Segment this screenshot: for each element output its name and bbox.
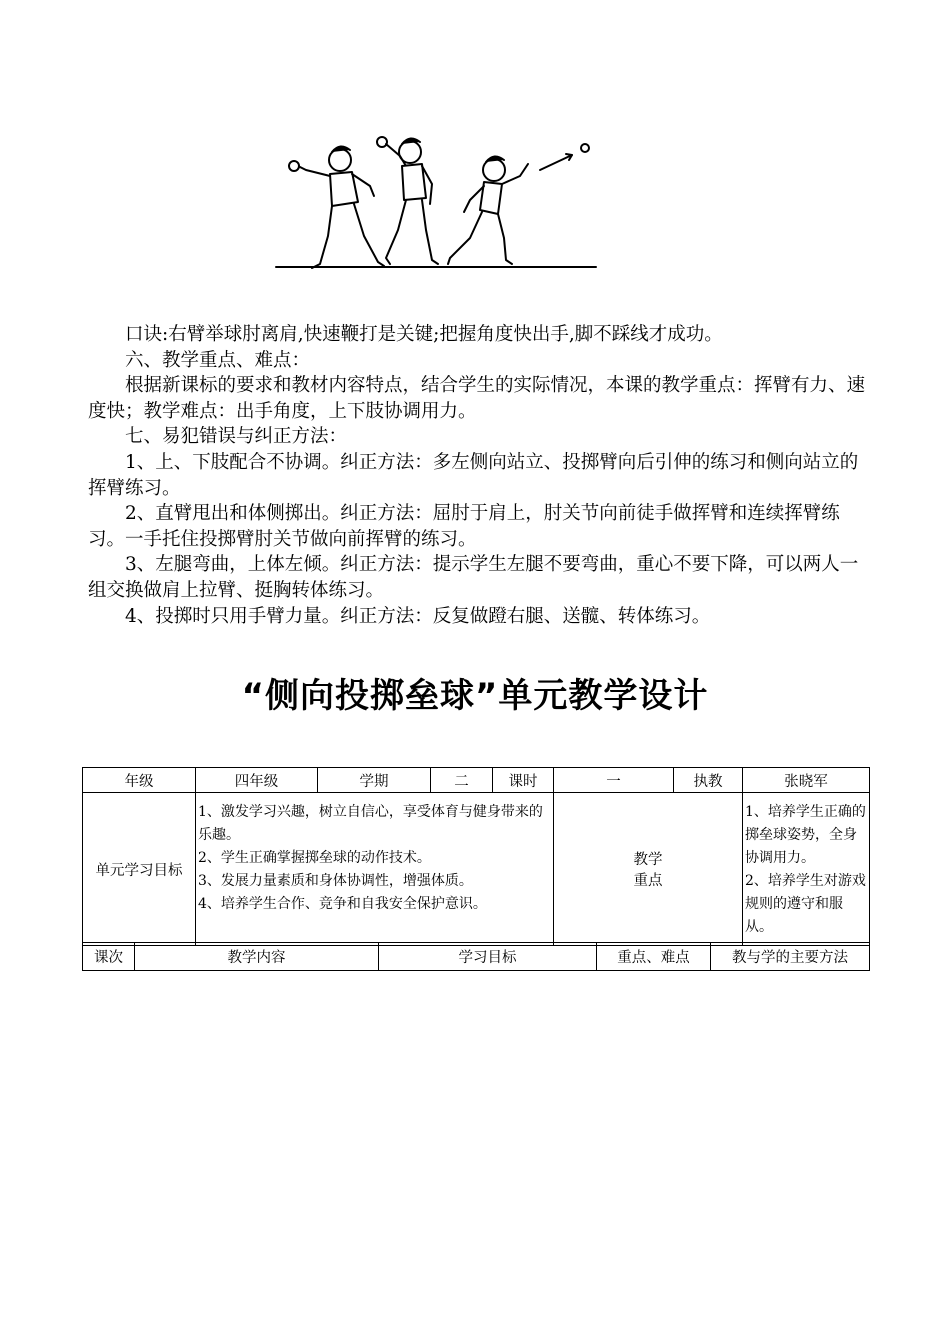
lesson-columns-table [82, 942, 870, 971]
paragraph-error-1: 1、上、下肢配合不协调。纠正方法：多左侧向站立、投掷臂向后引伸的练习和侧向站立的挥臂练习。 [88, 451, 859, 499]
column-header: 课次 [83, 943, 135, 971]
goal-item: 2、学生正确掌握掷垒球的动作技术。 [198, 850, 431, 866]
focus-item: 2、培养学生对游戏规则的遵守和服从。 [745, 873, 866, 935]
focus-label-line-2: 重点 [633, 873, 663, 889]
throwing-sequence-illustration [270, 130, 610, 275]
paragraph-error-4: 4、投掷时只用手臂力量。纠正方法：反复做蹬右腿、送髋、转体练习。 [125, 605, 711, 627]
goal-item: 4、培养学生合作、竞争和自我安全保护意识。 [198, 896, 487, 912]
column-header: 教学内容 [135, 943, 379, 971]
page-title: “侧向投掷垒球”单元教学设计 [241, 676, 709, 716]
teacher-label: 执教 [674, 768, 743, 793]
goal-item: 3、发展力量素质和身体协调性，增强体质。 [198, 873, 473, 889]
unit-design-table [82, 767, 870, 946]
hours-label: 课时 [493, 768, 554, 793]
goal-item: 1、激发学习兴趣，树立自信心，享受体育与健身带来的乐趣。 [198, 804, 543, 843]
heading-errors: 七、易犯错误与纠正方法： [125, 426, 348, 448]
lesson-text [88, 322, 874, 629]
teacher-value: 张晓军 [743, 768, 870, 793]
hours-value: 一 [554, 768, 674, 793]
column-header: 教与学的主要方法 [711, 943, 870, 971]
paragraph-error-3: 3、左腿弯曲，上体左倾。纠正方法：提示学生左腿不要弯曲，重心不要下降，可以两人一组交换做肩上拉臂、挺胸转体练习。 [88, 554, 859, 601]
focus-label-line-1: 教学 [633, 852, 663, 868]
heading-key-points: 六、教学重点、难点： [125, 349, 311, 371]
focus-item: 1、培养学生正确的掷垒球姿势，全身协调用力。 [745, 804, 866, 866]
column-header: 学习目标 [379, 943, 597, 971]
column-header: 重点、难点 [597, 943, 711, 971]
goal-list [196, 793, 554, 946]
grade-label: 年级 [83, 768, 196, 793]
paragraph-error-2: 2、直臂甩出和体侧掷出。纠正方法：屈肘于肩上，肘关节向前徒手做挥臂和连续挥臂练习。一手托住投掷臂肘关节做向前挥臂的练习。 [88, 503, 840, 550]
grade-value: 四年级 [196, 768, 318, 793]
goal-label: 单元学习目标 [83, 793, 196, 946]
paragraph-mnemonic: 口诀:右臂举球肘离肩,快速鞭打是关键;把握角度快出手,脚不踩线才成功。 [125, 324, 723, 345]
term-value: 二 [431, 768, 493, 793]
focus-label [554, 793, 743, 946]
term-label: 学期 [318, 768, 431, 793]
focus-list [743, 793, 870, 946]
paragraph-key-points: 根据新课标的要求和教材内容特点，结合学生的实际情况，本课的教学重点：挥臂有力、速度快；教学难点：出手角度，上下肢协调用力。 [88, 375, 866, 422]
